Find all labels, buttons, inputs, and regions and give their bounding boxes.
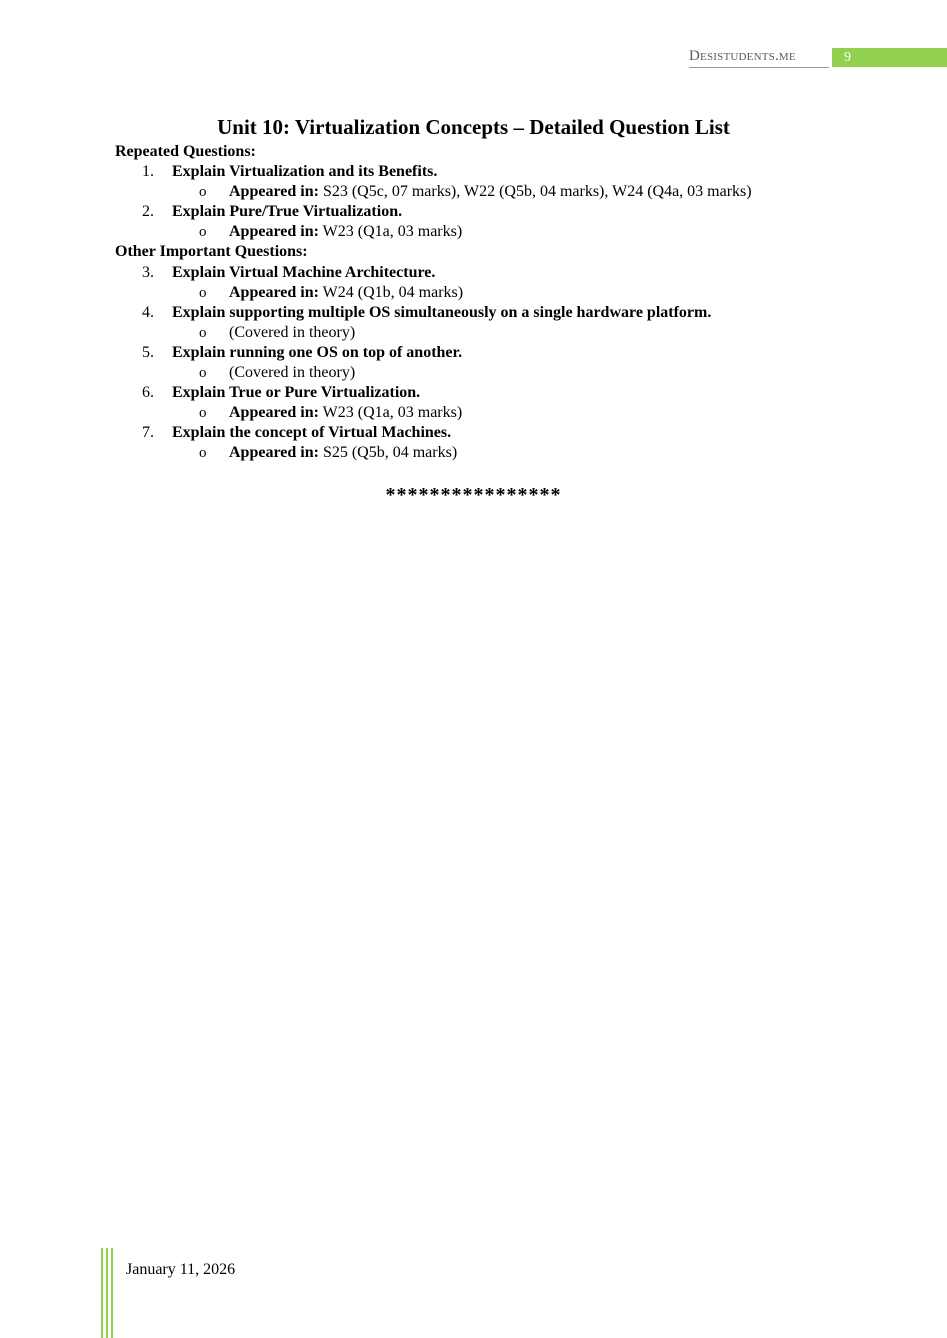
question-item (115, 263, 915, 283)
question-detail (115, 283, 915, 303)
question-number: 5. (142, 343, 154, 361)
appeared-detail: W23 (Q1a, 03 marks) (322, 223, 463, 241)
question-item (115, 303, 915, 323)
question-item (115, 423, 915, 443)
appeared-detail: W24 (Q1b, 04 marks) (322, 283, 464, 301)
question-detail (115, 222, 915, 242)
bullet-marker: o (199, 224, 207, 241)
footer-accent-bars (101, 1248, 115, 1338)
question-item (115, 343, 915, 363)
question-item (115, 202, 915, 222)
bullet-marker: o (199, 405, 207, 422)
section-heading-other: Other Important Questions: (115, 243, 308, 261)
question-detail (115, 403, 915, 423)
question-detail (115, 363, 915, 383)
page-number-badge: 9 (832, 48, 947, 67)
appeared-label: Appeared in: (229, 283, 319, 301)
section-heading-repeated: Repeated Questions: (115, 143, 256, 160)
question-text: Explain supporting multiple OS simultaneously on a single hardware platform. (172, 303, 712, 321)
appeared-label: Appeared in: (229, 223, 319, 241)
question-item (115, 162, 915, 182)
bullet-marker: o (199, 184, 207, 201)
question-detail (115, 323, 915, 343)
header-rule (689, 67, 829, 68)
covered-note: (Covered in theory) (229, 364, 356, 382)
question-number: 2. (142, 203, 154, 221)
section-separator: **************** (385, 484, 562, 506)
question-item (115, 383, 915, 403)
footer-bar (101, 1248, 103, 1338)
appeared-detail: W23 (Q1a, 03 marks) (322, 404, 463, 422)
question-number: 6. (142, 384, 154, 402)
appeared-label: Appeared in: (229, 404, 319, 422)
question-number: 3. (142, 263, 154, 281)
question-text: Explain Pure/True Virtualization. (172, 203, 403, 221)
document-title: Unit 10: Virtualization Concepts – Detailed Question List (217, 115, 730, 139)
question-list (115, 142, 915, 464)
question-text: Explain Virtual Machine Architecture. (172, 263, 436, 281)
footer-date: January 11, 2026 (126, 1261, 236, 1278)
question-number: 1. (142, 163, 154, 181)
header-site-name: Desistudents.me (689, 48, 796, 64)
bullet-marker: o (199, 365, 207, 382)
question-detail (115, 182, 915, 202)
appeared-detail: S23 (Q5c, 07 marks), W22 (Q5b, 04 marks), W24 (Q4a, 03 marks) (322, 183, 752, 201)
question-number: 4. (142, 303, 154, 321)
question-detail (115, 443, 915, 463)
question-text: Explain True or Pure Virtualization. (172, 384, 421, 402)
question-text: Explain running one OS on top of another. (172, 343, 463, 361)
appeared-detail: S25 (Q5b, 04 marks) (322, 444, 458, 462)
bullet-marker: o (199, 324, 207, 341)
question-text: Explain Virtualization and its Benefits. (172, 163, 438, 181)
footer-bar (111, 1248, 113, 1338)
bullet-marker: o (199, 445, 207, 462)
appeared-label: Appeared in: (229, 183, 319, 201)
question-number: 7. (142, 424, 154, 442)
question-text: Explain the concept of Virtual Machines. (172, 424, 452, 442)
covered-note: (Covered in theory) (229, 323, 356, 341)
appeared-label: Appeared in: (229, 444, 319, 462)
bullet-marker: o (199, 284, 207, 301)
footer-bar (106, 1248, 108, 1338)
